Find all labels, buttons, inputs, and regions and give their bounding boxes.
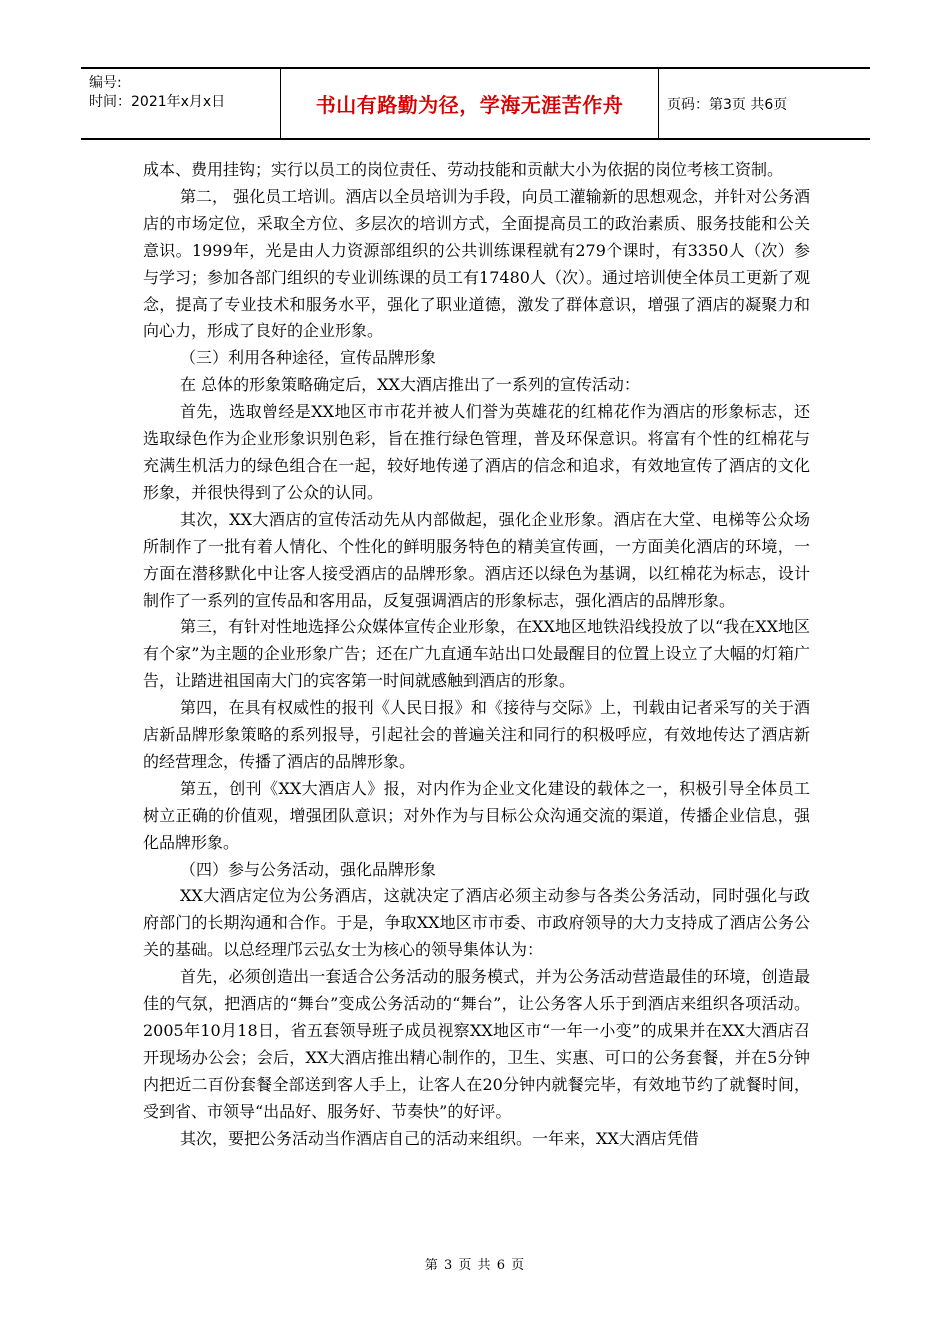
header-meta xyxy=(81,69,281,138)
paragraph: 首先，必须创造出一套适合公务活动的服务模式，并为公务活动营造最佳的环境，创造最佳的气氛，把酒店的“舞台”变成公务活动的“舞台”，让公务客人乐于到酒店来组织各项活动。2005年10月18日，省五套领导班子成员视察XX地区市“一年一小变”的成果并在XX大酒店召开现场办公会；会后，XX大酒店推出精心制作的，卫生、实惠、可口的公务套餐，并在5分钟内把近二百份套餐全部送到客人手上，让客人在20分钟内就餐完毕，有效地节约了就餐时间，受到省、市领导“出品好、服务好、节奏快”的好评。 xyxy=(143,967,810,1121)
motto: 书山有路勤为径，学海无涯苦作舟 xyxy=(315,93,624,117)
header-motto-cell xyxy=(281,69,659,138)
paragraph: 其次，要把公务活动当作酒店自己的活动来组织。一年来，XX大酒店凭借 xyxy=(180,1128,699,1148)
paragraph: 第二， 强化员工培训。酒店以全员培训为手段，向员工灌输新的思想观念，并针对公务酒店的市场定位，采取全方位、多层次的培训方式，全面提高员工的政治素质、服务技能和公关意识。1999年，光是由人力资源部组织的公共训练课程就有279个课时，有3350人（次）参与学习；参加各部门组织的专业训练课的员工有17480人（次）。通过培训使全体员工更新了观念，提高了专业技术和服务水平，强化了职业道德，激发了群体意识，增强了酒店的凝聚力和向心力，形成了良好的企业形象。 xyxy=(143,186,810,341)
paragraph: 在 总体的形象策略确定后，XX大酒店推出了一系列的宣传活动： xyxy=(180,375,640,395)
header-page-cell xyxy=(659,69,870,138)
paragraph: 第四，在具有权威性的报刊《人民日报》和《接待与交际》上，刊载由记者采写的关于酒店新品牌形象策略的系列报导，引起社会的普遍关注和同行的积极呼应，有效地传达了酒店新的经营理念，传播了酒店的品牌形象。 xyxy=(143,698,810,771)
document-header xyxy=(81,67,870,140)
number-label: 编号: xyxy=(89,75,122,91)
paragraph: 第五，创刊《XX大酒店人》报，对内作为企业文化建设的载体之一，积极引导全体员工树立正确的价值观，增强团队意识；对外作为与目标公众沟通交流的渠道，传播企业信息，强化品牌形象。 xyxy=(143,778,810,852)
paragraph: 其次，XX大酒店的宣传活动先从内部做起，强化企业形象。酒店在大堂、电梯等公众场所制作了一批有着人情化、个性化的鲜明服务特色的精美宣传画，一方面美化酒店的环境，一方面在潜移默化中让客人接受酒店的品牌形象。酒店还以绿色为基调，以红棉花为标志，设计制作了一系列的宣传品和客用品，反复强调酒店的形象标志，强化酒店的品牌形象。 xyxy=(143,509,810,610)
paragraph: XX大酒店定位为公务酒店，这就决定了酒店必须主动参与各类公务活动，同时强化与政府部门的长期沟通和合作。于是，争取XX地区市市委、市政府领导的大力支持成了酒店公务公关的基础。以总经理邝云弘女士为核心的领导集体认为： xyxy=(143,886,810,960)
section-heading: （三）利用各种途径，宣传品牌形象 xyxy=(180,348,437,368)
time-label: 时间：2021年x月x日 xyxy=(89,94,226,110)
page-code: 页码：第3页 共6页 xyxy=(667,96,788,113)
paragraph: 成本、费用挂钩；实行以员工的岗位责任、劳动技能和贡献大小为依据的岗位考核工资制。 xyxy=(143,160,784,179)
paragraph: 第三，有针对性地选择公众媒体宣传企业形象，在XX地区地铁沿线投放了以“我在XX地区有个家”为主题的企业形象广告；还在广九直通车站出口处最醒目的位置上设立了大幅的灯箱广告，让踏进祖国南大门的宾客第一时间就感触到酒店的形象。 xyxy=(143,617,810,691)
page-footer: 第 3 页 共 6 页 xyxy=(424,1258,526,1273)
document-body xyxy=(143,157,810,1153)
section-heading: （四）参与公务活动，强化品牌形象 xyxy=(180,859,437,879)
paragraph: 首先，选取曾经是XX地区市市花并被人们誉为英雄花的红棉花作为酒店的形象标志，还选取绿色作为企业形象识别色彩，旨在推行绿色管理，普及环保意识。将富有个性的红棉花与充满生机活力的绿色组合在一起，较好地传递了酒店的信念和追求，有效地宣传了酒店的文化形象，并很快得到了公众的认同。 xyxy=(143,402,810,502)
